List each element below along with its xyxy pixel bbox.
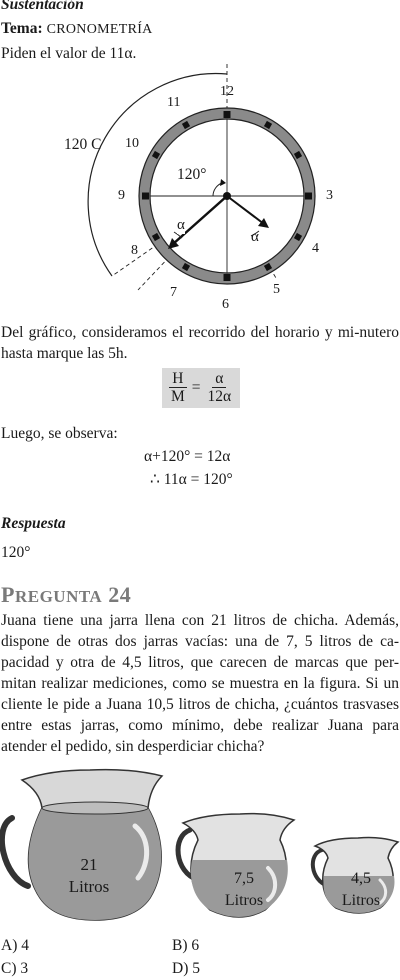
jug3-label — [334, 868, 388, 912]
center-pin — [223, 192, 231, 200]
fraction-h: H — [169, 370, 186, 388]
jug2-unit: Litros — [224, 892, 264, 909]
luego-text: Luego, se observa: — [1, 425, 118, 442]
equation-1: α+120° = 12α — [144, 448, 231, 465]
equals-sign: = — [191, 378, 201, 396]
fraction-hm — [168, 370, 188, 405]
topic-label: Tema: — [1, 20, 43, 37]
hour-10: 10 — [125, 136, 139, 151]
hour-3: 3 — [326, 188, 333, 203]
clock-diagram — [60, 60, 350, 320]
question-heading — [1, 582, 131, 608]
marker-3 — [305, 193, 312, 200]
question-text: Juana tiene una jarra llena con 21 litros de chicha. Además, dispone de otras dos jarras vacías: una de 7, 5 litros de ca-pacidad y otra de 4,5 litros, que carecen de marcas que per-mitan realizar mediciones, como se muestra en la figura. Si un cliente le pide a Juana 10,5 litros de chicha, ¿cuántos trasvases entre estas jarras, como mínimo, debe realizar Juana para atender el pedido, sin desperdiciar chicha? — [1, 612, 399, 755]
option-a[interactable]: A) 4 — [1, 937, 29, 954]
marker-9 — [142, 193, 149, 200]
alpha-label-right: α — [251, 229, 259, 245]
option-b[interactable]: B) 6 — [172, 937, 200, 954]
jug1-unit: Litros — [68, 877, 110, 896]
explanation-paragraph: Del gráfico, consideramos el recorrido del horario y mi-nutero hasta marque las 5h. — [1, 324, 399, 362]
prompt-alpha: α — [124, 45, 133, 62]
hour-11: 11 — [167, 95, 181, 110]
question-label-rest: REGUNTA — [14, 587, 103, 606]
option-d[interactable]: D) 5 — [172, 960, 200, 977]
jug2-label — [216, 868, 272, 912]
label-120-deg: 120° — [177, 166, 207, 183]
fraction-m: M — [171, 388, 185, 405]
jug1-amount: 21 — [80, 855, 98, 874]
hour-6: 6 — [222, 297, 229, 312]
hour-7: 7 — [170, 285, 177, 300]
label-120c: 120 C — [64, 136, 102, 153]
prompt-suffix: . — [132, 45, 137, 62]
question-label-first: P — [1, 582, 15, 607]
hour-4: 4 — [312, 241, 319, 256]
jug1-liquid-top — [42, 802, 148, 814]
jug1-handle — [2, 818, 28, 886]
hour-12: 12 — [220, 84, 234, 99]
prompt-prefix: Piden el valor de 11 — [1, 45, 125, 62]
fraction-alpha — [205, 370, 235, 405]
alpha-label-left: α — [177, 217, 185, 233]
fraction-alpha-num: α — [212, 370, 226, 388]
topic-line — [1, 20, 153, 38]
ratio-equation — [162, 368, 240, 408]
marker-12 — [224, 111, 231, 118]
jug2-amount: 7,5 — [234, 870, 254, 887]
hour-9: 9 — [118, 188, 125, 203]
jug3-amount: 4,5 — [351, 870, 371, 887]
hour-5: 5 — [273, 282, 280, 297]
answer-heading: Respuesta — [1, 515, 66, 532]
marker-6 — [224, 274, 231, 281]
jug3-unit: Litros — [341, 892, 381, 909]
equation-2: ∴ 11α = 120° — [150, 471, 233, 488]
hour-8: 8 — [131, 243, 138, 258]
fraction-alpha-den: 12α — [207, 388, 232, 405]
question-number: 24 — [108, 582, 132, 607]
jugs-illustration — [0, 768, 400, 938]
answer-value: 120° — [1, 544, 31, 561]
jug1-label — [66, 854, 112, 898]
section-heading: Sustentación — [1, 0, 84, 13]
option-c[interactable]: C) 3 — [1, 960, 29, 977]
topic-value: CRONOMETRÍA — [46, 22, 153, 37]
